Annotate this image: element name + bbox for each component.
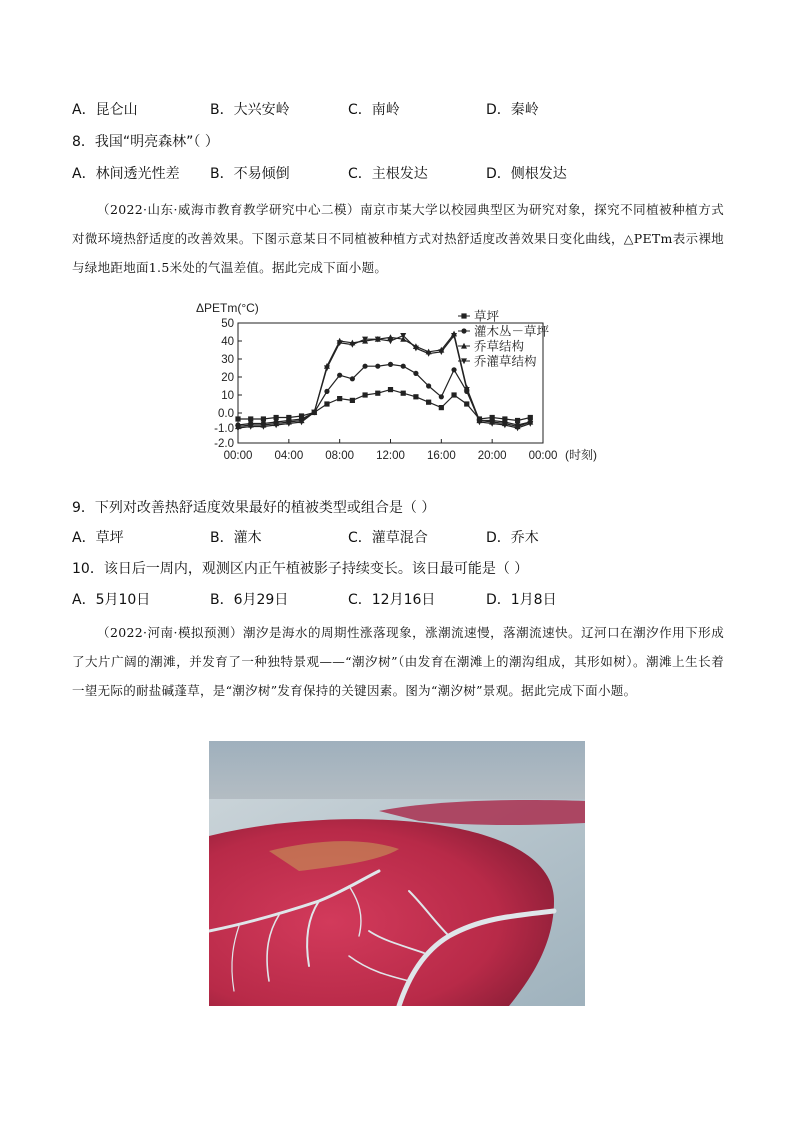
chart-point (362, 392, 367, 397)
x-tick-label: 08:00 (325, 450, 355, 462)
q8-option-c: C．主根发达 (348, 166, 428, 182)
chart-point (388, 362, 393, 367)
y-tick-label: 40 (221, 336, 234, 348)
chart-point (439, 394, 444, 399)
y-axis-label: ΔPETm(°C) (196, 301, 259, 315)
q9-option-b: B．灌木 (210, 530, 262, 546)
chart-point (451, 367, 456, 372)
q8-stem: 8．我国“明亮森林”（ ） (72, 134, 219, 150)
chart-point (413, 394, 418, 399)
x-axis-label: (时刻) (565, 448, 597, 462)
q7-option-c: C．南岭 (348, 102, 400, 118)
chart-point (451, 392, 456, 397)
x-tick-label: 20:00 (477, 450, 507, 462)
passage-1 (72, 195, 724, 282)
legend-label: 乔草结构 (474, 338, 525, 354)
chart-point (337, 373, 342, 378)
q7-option-d: D．秦岭 (486, 102, 539, 118)
x-tick-label: 00:00 (528, 450, 558, 462)
q10-option-a: A．5月10日 (72, 592, 151, 608)
q10-option-d: D．1月8日 (486, 592, 557, 608)
chart-point (464, 401, 469, 406)
q9-option-c: C．灌草混合 (348, 530, 428, 546)
q8-option-a: A．林间透光性差 (72, 166, 180, 182)
y-tick-label: 50 (221, 318, 234, 330)
series-line (238, 364, 530, 425)
q9-option-d: D．乔木 (486, 530, 539, 546)
chart-point (337, 396, 342, 401)
chart-point (350, 398, 355, 403)
y-tick-label: 0.0 (218, 408, 234, 420)
q8-option-b: B．不易倾倒 (210, 166, 290, 182)
chart-point (515, 418, 520, 423)
y-tick-label: -2.0 (214, 438, 234, 450)
q7-option-a: A．昆仑山 (72, 102, 138, 118)
tidal-tree-photo (209, 741, 585, 1006)
q10-option-c: C．12月16日 (348, 592, 436, 608)
y-tick-label: -1.0 (214, 423, 234, 435)
series-line (238, 390, 530, 421)
chart-point (375, 364, 380, 369)
chart-point (461, 328, 466, 333)
passage-2-text: 潮汐是海水的周期性涨落现象，涨潮流速慢，落潮流速快。辽河口在潮汐作用下形成了大片广阔的潮滩，并发育了一种独特景观——“潮汐树”（由发育在潮滩上的潮沟组成，其形如树）。潮滩上生长着一望无际的耐盐碱蓬草，是“潮汐树”发育保持的关键因素。图为“潮汐树”景观。据此完成下面小题。 (72, 625, 724, 698)
legend-label: 草坪 (474, 308, 500, 324)
chart-point (426, 400, 431, 405)
y-tick-label: 30 (221, 354, 234, 366)
x-tick-label: 12:00 (376, 450, 405, 462)
passage-1-text: 南京市某大学以校园典型区为研究对象，探究不同植被种植方式对微环境热舒适度的改善效果。下图示意某日不同植被种植方式对热舒适度改善效果日变化曲线，△PETm表示裸地与绿地距地面1.5米处的气温差值。据此完成下面小题。 (72, 202, 724, 275)
legend-label: 乔灌草结构 (474, 353, 537, 369)
x-tick-label: 04:00 (274, 450, 304, 462)
chart-point (461, 313, 466, 318)
chart-point (426, 383, 431, 388)
q9-stem: 9．下列对改善热舒适度效果最好的植被类型或组合是（ ） (72, 500, 436, 516)
chart-point (274, 415, 279, 420)
passage-2 (72, 618, 724, 705)
chart-point (439, 405, 444, 410)
chart-point (401, 364, 406, 369)
passage-1-source: （2022·山东·威海市教育教学研究中心二模） (97, 202, 361, 217)
chart-point (235, 416, 240, 421)
chart-point (362, 364, 367, 369)
q8-option-d: D．侧根发达 (486, 166, 567, 182)
series-1 (235, 387, 532, 423)
x-tick-label: 00:00 (223, 450, 253, 462)
chart-point (388, 387, 393, 392)
q10-stem: 10．该日后一周内，观测区内正午植被影子持续变长。该日最可能是（ ） (72, 561, 529, 577)
chart-point (261, 416, 266, 421)
chart-point (324, 401, 329, 406)
q10-option-b: B．6月29日 (210, 592, 289, 608)
y-tick-label: 20 (221, 372, 234, 384)
chart-point (350, 376, 355, 381)
chart-point (324, 389, 329, 394)
q7-option-b: B．大兴安岭 (210, 102, 290, 118)
chart-point (413, 371, 418, 376)
pet-line-chart (190, 296, 610, 476)
x-tick-label: 16:00 (426, 450, 456, 462)
y-tick-label: 10 (221, 390, 234, 402)
passage-2-source: （2022·河南·模拟预测） (97, 625, 244, 640)
chart-point (248, 416, 253, 421)
q9-option-a: A．草坪 (72, 530, 124, 546)
legend-label: 灌木丛－草坪 (474, 323, 550, 339)
chart-point (401, 391, 406, 396)
chart-point (375, 391, 380, 396)
